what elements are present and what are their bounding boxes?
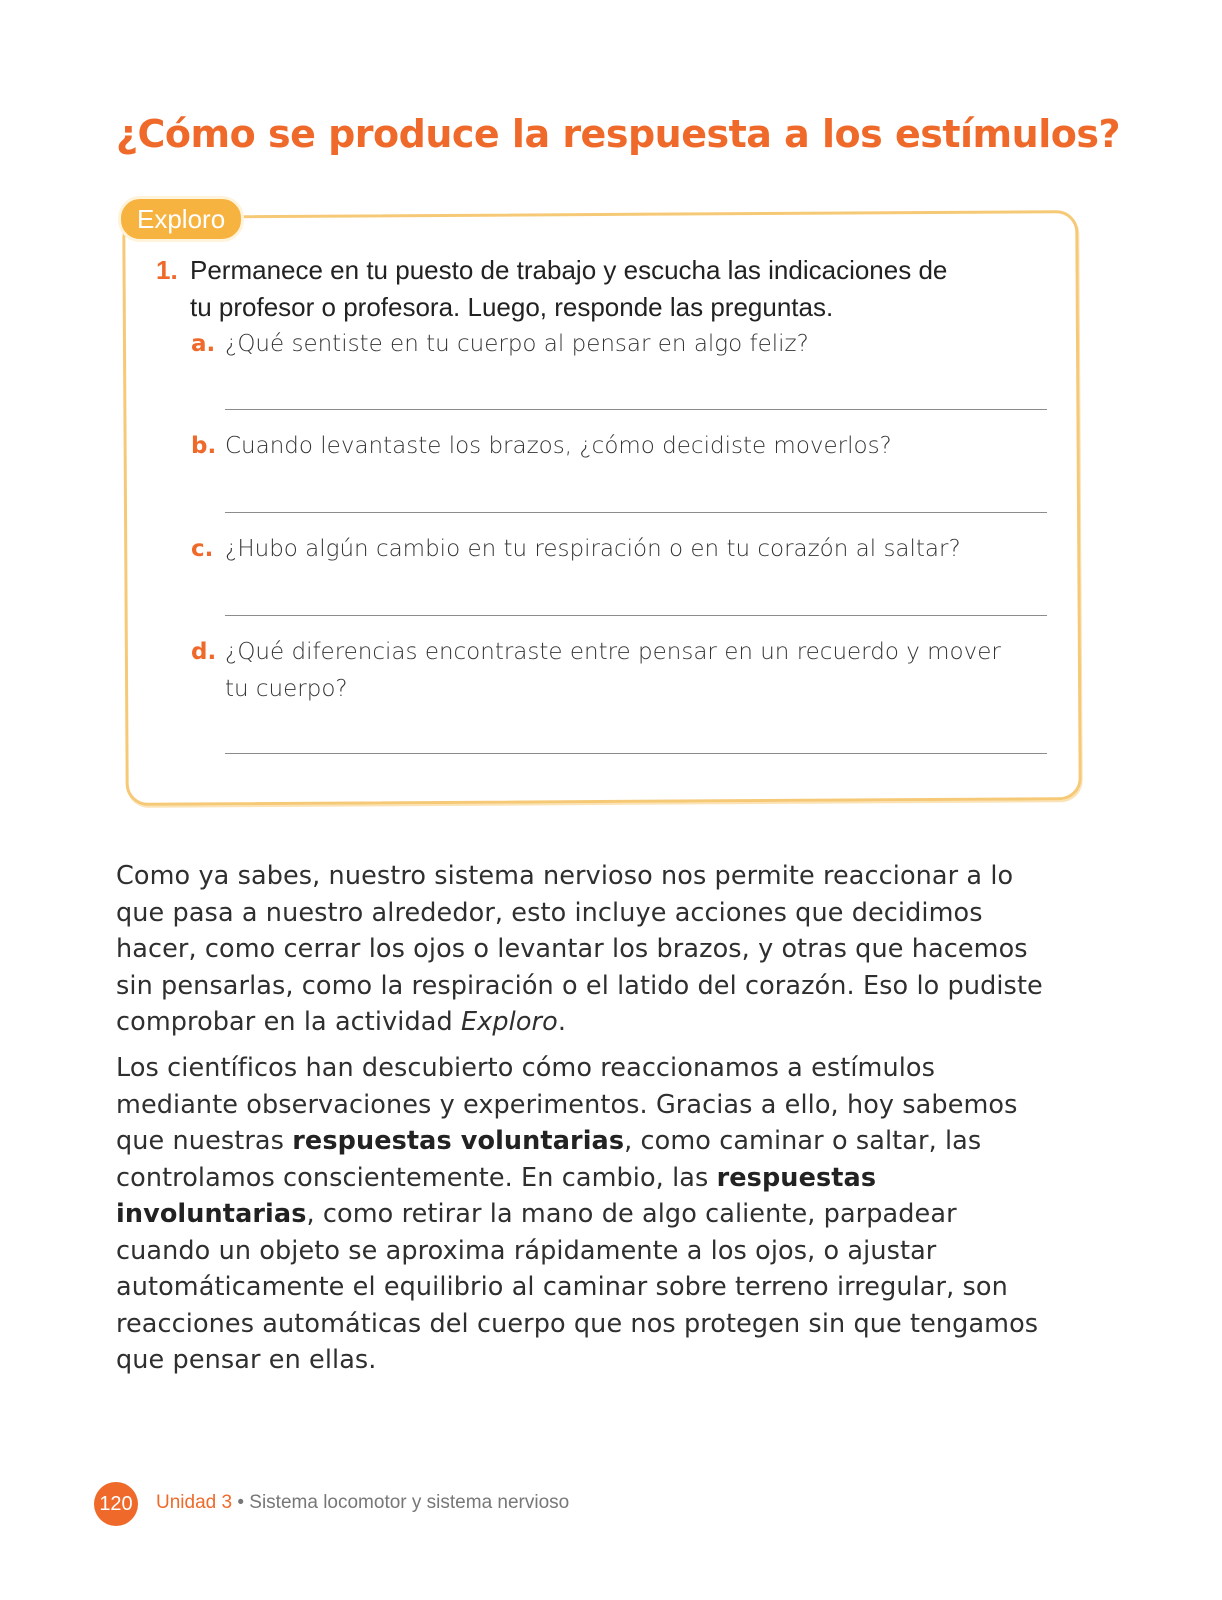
paragraph-intro <box>116 858 1046 1041</box>
answer-line-b[interactable] <box>225 512 1047 513</box>
footer-unit-title: Sistema locomotor y sistema nervioso <box>249 1492 570 1513</box>
sub-question-b <box>191 428 1021 465</box>
term-voluntary-responses: respuestas voluntarias <box>292 1126 625 1156</box>
paragraph-responses-part3: , como retirar la mano de algo caliente, parpadear cuando un objeto se aproxima rápidamente a los ojos, o ajustar automáticamente el equilibrio al caminar sobre terreno irregular, son reacciones automáticas del cuerpo que nos protegen sin que tengamos que pensar en ellas. <box>116 1199 1039 1375</box>
sub-question-text: Cuando levantaste los brazos, ¿cómo decidiste moverlos? <box>225 433 892 459</box>
sub-question-letter: d. <box>191 639 217 665</box>
footer-unit <box>156 1492 569 1514</box>
question-number: 1. <box>156 255 178 285</box>
paragraph-responses-part2: , como caminar o saltar, las controlamos conscientemente. En cambio, las <box>116 1126 982 1193</box>
sub-question-letter: b. <box>191 433 217 459</box>
paragraph-intro-end: . <box>557 1007 567 1037</box>
footer-unit-label: Unidad 3 <box>156 1492 233 1513</box>
footer-separator: • <box>232 1492 250 1513</box>
question-text-line2: tu profesor o profesora. Luego, responde las preguntas. <box>190 292 834 322</box>
exploro-tab-label: Exploro <box>118 196 244 242</box>
paragraph-responses <box>116 1050 1046 1379</box>
sub-question-letter: a. <box>191 331 216 357</box>
sub-question-text-cont: tu cuerpo? <box>225 676 348 702</box>
sub-question-c <box>191 531 1021 568</box>
question-text-line1: Permanece en tu puesto de trabajo y escucha las indicaciones de <box>190 255 948 285</box>
sub-question-a <box>191 326 1021 363</box>
sub-question-d <box>191 634 1021 708</box>
paragraph-responses-part1: Los científicos han descubierto cómo reaccionamos a estímulos mediante observaciones y experimentos. Gracias a ello, hoy sabemos que nuestras <box>116 1053 1018 1156</box>
page-title: ¿Cómo se produce la respuesta a los estímulos? <box>116 112 1121 156</box>
sub-question-text: ¿Hubo algún cambio en tu respiración o en tu corazón al saltar? <box>225 536 961 562</box>
sub-question-text: ¿Qué diferencias encontraste entre pensar en un recuerdo y mover <box>225 639 1001 665</box>
paragraph-intro-text: Como ya sabes, nuestro sistema nervioso nos permite reaccionar a lo que pasa a nuestro alrededor, esto incluye acciones que decidimos hacer, como cerrar los ojos o levantar los brazos, y otras que hacemos sin pensarlas, como la respiración o el latido del corazón. Eso lo pudiste comprobar en la actividad <box>116 861 1043 1037</box>
paragraph-intro-italic: Exploro <box>460 1007 558 1037</box>
page-number-badge: 120 <box>94 1482 138 1526</box>
activity-question <box>156 252 1016 326</box>
answer-line-a[interactable] <box>225 409 1047 410</box>
term-involuntary-responses: respuestas involuntarias <box>116 1162 877 1229</box>
answer-line-d[interactable] <box>225 753 1047 754</box>
sub-question-letter: c. <box>191 536 214 562</box>
sub-question-text: ¿Qué sentiste en tu cuerpo al pensar en algo feliz? <box>225 331 809 357</box>
answer-line-c[interactable] <box>225 615 1047 616</box>
